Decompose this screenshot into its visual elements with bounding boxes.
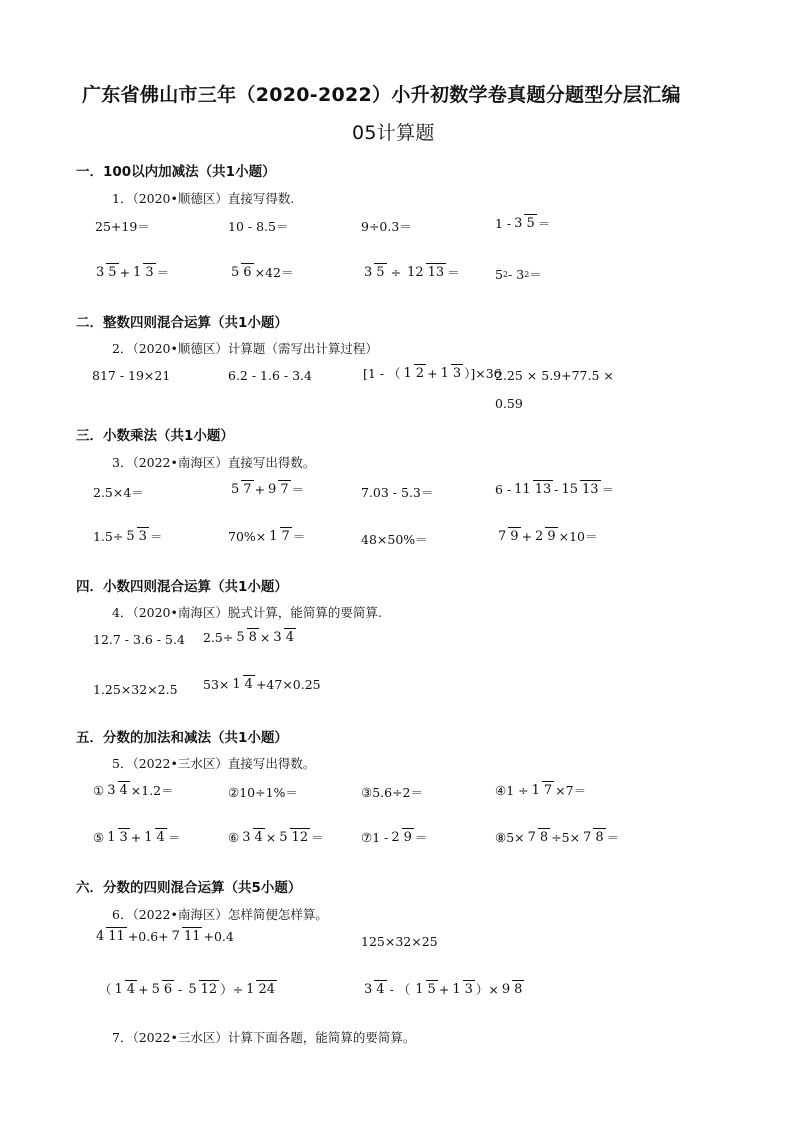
expression: 6.2 - 1.6 - 3.4 bbox=[228, 368, 312, 383]
section-heading: 二．整数四则混合运算（共1小题） bbox=[76, 315, 288, 331]
expression: 12.7 - 3.6 - 5.4 bbox=[93, 632, 185, 647]
expression: 1.5÷ 5 3 ＝ bbox=[93, 528, 163, 544]
expression: ⑥ 3 4 × 5 12 ＝ bbox=[228, 829, 324, 845]
fraction: 3 5 bbox=[96, 264, 117, 280]
fraction: 5 6 bbox=[151, 981, 173, 997]
problem-statement: 4．（2020•南海区）脱式计算，能简算的要简算. bbox=[112, 605, 382, 620]
expression: （ 1 4 + 5 6 - 5 12 ）÷ 1 24 bbox=[99, 981, 275, 997]
fraction: 3 4 bbox=[364, 981, 385, 997]
fraction: 3 5 bbox=[514, 215, 535, 231]
page-title: 广东省佛山市三年（2020-2022）小升初数学卷真题分题型分层汇编 bbox=[82, 84, 681, 106]
fraction: 2 9 bbox=[535, 528, 556, 544]
expression: 0.59 bbox=[495, 396, 523, 411]
expression: ⑧5× 7 8 ÷5× 7 8 ＝ bbox=[495, 829, 620, 845]
fraction: 12 13 bbox=[407, 264, 445, 280]
expression: 3 5 + 1 3 ＝ bbox=[96, 264, 170, 280]
fraction: 2 9 bbox=[391, 829, 412, 845]
expression: 3 5 ÷ 12 13 ＝ bbox=[364, 264, 460, 280]
fraction: 1 3 bbox=[107, 829, 128, 845]
fraction: 1 4 bbox=[232, 677, 253, 692]
fraction: 7 11 bbox=[171, 929, 201, 944]
expression: ⑤ 1 3 + 1 4 ＝ bbox=[93, 829, 181, 845]
expression: 53× 1 4 +47×0.25 bbox=[203, 677, 321, 692]
fraction: 5 8 bbox=[236, 630, 257, 645]
fraction: 1 7 bbox=[531, 782, 553, 798]
problem-statement: 2．（2020•顺德区）计算题（需写出计算过程） bbox=[112, 341, 378, 356]
expression: 7.03 - 5.3＝ bbox=[361, 485, 434, 500]
expression: 5 7 + 9 7 ＝ bbox=[231, 481, 305, 497]
fraction: 3 4 bbox=[273, 630, 294, 645]
expression: 9÷0.3＝ bbox=[361, 219, 412, 234]
fraction: 9 7 bbox=[268, 481, 289, 497]
expression: 48×50%＝ bbox=[361, 532, 428, 547]
expression: 817 - 19×21 bbox=[92, 368, 171, 383]
section-heading: 四．小数四则混合运算（共1小题） bbox=[76, 579, 288, 595]
section-heading: 三．小数乘法（共1小题） bbox=[76, 428, 234, 444]
fraction: 1 3 bbox=[452, 981, 473, 997]
fraction: 5 12 bbox=[188, 981, 218, 997]
expression: 4 11 +0.6+ 7 11 +0.4 bbox=[96, 929, 234, 944]
expression: ① 3 4 ×1.2＝ bbox=[93, 782, 174, 798]
page-subtitle: 05计算题 bbox=[352, 122, 435, 144]
expression: 7 9 + 2 9 ×10＝ bbox=[498, 528, 598, 544]
expression: 5 6 ×42＝ bbox=[231, 264, 294, 280]
section-heading: 六．分数的四则混合运算（共5小题） bbox=[76, 880, 302, 896]
problem-statement: 7．（2022•三水区）计算下面各题，能简算的要简算。 bbox=[112, 1030, 416, 1045]
section-heading: 一．100以内加减法（共1小题） bbox=[76, 164, 276, 180]
fraction: 5 12 bbox=[279, 829, 309, 845]
expression: 2.25 × 5.9+77.5 × bbox=[495, 368, 614, 383]
expression: 5 2 - 3 2 ＝ bbox=[495, 266, 542, 282]
section-heading: 五．分数的加法和减法（共1小题） bbox=[76, 730, 288, 746]
expression: 1.25×32×2.5 bbox=[93, 682, 178, 697]
expression: [1 - （ 1 2 + 1 3 ）]×36 bbox=[363, 365, 502, 381]
expression: 3 4 - （ 1 5 + 1 3 ）× 9 8 bbox=[364, 981, 523, 997]
fraction: 5 6 bbox=[231, 264, 252, 280]
fraction: 4 11 bbox=[96, 929, 125, 944]
expression: ②10÷1%＝ bbox=[228, 785, 298, 800]
fraction: 1 24 bbox=[246, 981, 275, 997]
expression: 2.5÷ 5 8 × 3 4 bbox=[203, 630, 294, 645]
expression: ③5.6÷2＝ bbox=[361, 785, 424, 800]
expression: ⑦1 - 2 9 ＝ bbox=[361, 829, 428, 845]
fraction: 1 7 bbox=[269, 528, 290, 544]
fraction: 1 3 bbox=[133, 264, 154, 280]
fraction: 3 4 bbox=[107, 782, 128, 798]
fraction: 3 4 bbox=[242, 829, 263, 845]
expression: 25+19＝ bbox=[95, 219, 150, 234]
fraction: 1 5 bbox=[415, 981, 436, 997]
problem-statement: 6．（2022•南海区）怎样简便怎样算。 bbox=[112, 907, 328, 922]
fraction: 1 2 bbox=[403, 365, 425, 381]
fraction: 5 7 bbox=[231, 481, 252, 497]
fraction: 15 13 bbox=[561, 481, 599, 497]
problem-statement: 5．（2022•三水区）直接写出得数。 bbox=[112, 756, 316, 771]
expression: 10 - 8.5＝ bbox=[228, 219, 289, 234]
expression: 6 - 11 13 - 15 13 ＝ bbox=[495, 481, 615, 497]
fraction: 9 8 bbox=[501, 981, 523, 997]
fraction: 1 3 bbox=[440, 365, 462, 381]
fraction: 7 9 bbox=[498, 528, 519, 544]
fraction: 1 4 bbox=[114, 981, 136, 997]
fraction: 1 4 bbox=[144, 829, 165, 845]
fraction: 7 8 bbox=[527, 829, 549, 845]
fraction: 11 13 bbox=[514, 481, 552, 497]
expression: 2.5×4＝ bbox=[93, 485, 144, 500]
expression: 70%× 1 7 ＝ bbox=[228, 528, 306, 544]
expression: ④1 ÷ 1 7 ×7＝ bbox=[495, 782, 587, 798]
problem-statement: 1．（2020•顺德区）直接写得数. bbox=[112, 191, 295, 206]
expression: 1 - 3 5 ＝ bbox=[495, 215, 551, 231]
fraction: 5 3 bbox=[126, 528, 147, 544]
expression: 125×32×25 bbox=[361, 934, 438, 949]
fraction: 3 5 bbox=[364, 264, 385, 280]
fraction: 7 8 bbox=[583, 829, 604, 845]
problem-statement: 3．（2022•南海区）直接写出得数。 bbox=[112, 455, 316, 470]
